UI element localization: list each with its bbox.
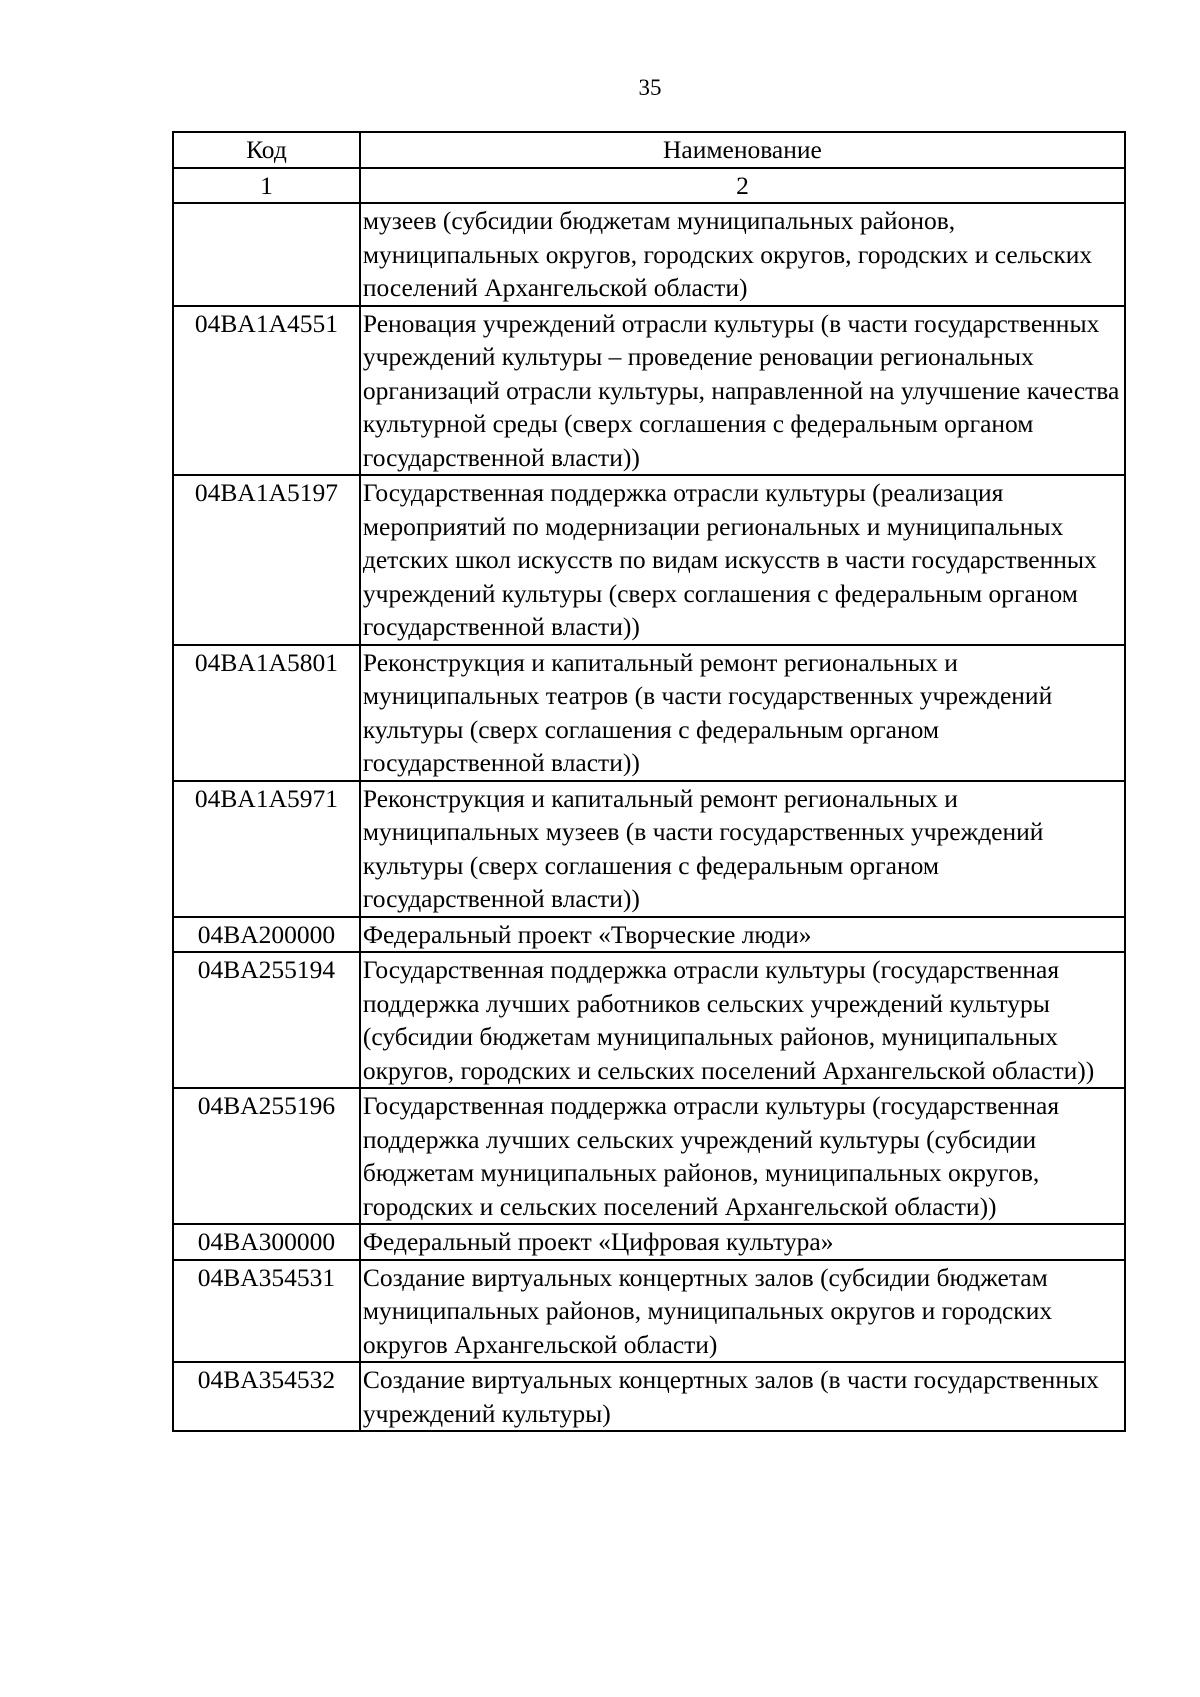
table-row [173,952,1125,1088]
row-name: Реконструкция и капитальный ремонт региональных и муниципальных театров (в части государственных учреждений культуры (сверх соглашения с федеральным органом государственной власти)) [360,645,1125,781]
column-number-name: 2 [360,168,1125,204]
row-name: Федеральный проект «Творческие люди» [360,917,1125,953]
table-header [173,132,1125,203]
table-row [173,645,1125,781]
row-code: 04BA1A4551 [173,306,360,476]
table-body [173,203,1125,1431]
row-name: Реконструкция и капитальный ремонт региональных и муниципальных музеев (в части государственных учреждений культуры (сверх соглашения с федеральным органом государственной власти)) [360,781,1125,917]
row-name: музеев (субсидии бюджетам муниципальных районов, муниципальных округов, городских округов, городских и сельских поселений Архангельской области) [360,203,1125,306]
row-name: Реновация учреждений отрасли культуры (в части государственных учреждений культуры – проведение реновации региональных организаций отрасли культуры, направленной на улучшение качества культурной среды (сверх соглашения с федеральным органом государственной власти)) [360,306,1125,476]
column-number-row [173,168,1125,204]
table-row [173,1088,1125,1224]
header-name: Наименование [360,132,1125,168]
codes-table [172,131,1126,1432]
header-row [173,132,1125,168]
row-code: 04BA255196 [173,1088,360,1224]
table-row [173,781,1125,917]
row-code: 04BA354532 [173,1362,360,1431]
header-code: Код [173,132,360,168]
column-number-code: 1 [173,168,360,204]
row-name: Создание виртуальных концертных залов (в части государственных учреждений культуры) [360,1362,1125,1431]
row-name: Федеральный проект «Цифровая культура» [360,1224,1125,1260]
table-row [173,1362,1125,1431]
table-row [173,1260,1125,1363]
row-code: 04BA354531 [173,1260,360,1363]
row-code: 04BA1A5197 [173,475,360,645]
row-name: Государственная поддержка отрасли культуры (государственная поддержка лучших работников сельских учреждений культуры (субсидии бюджетам муниципальных районов, муниципальных округов, городских и сельских поселений Архангельской области)) [360,952,1125,1088]
row-code: 04BA200000 [173,917,360,953]
table-row [173,475,1125,645]
row-code [173,203,360,306]
table-row [173,917,1125,953]
table-row [173,1224,1125,1260]
row-name: Государственная поддержка отрасли культуры (государственная поддержка лучших сельских учреждений культуры (субсидии бюджетам муниципальных районов, муниципальных округов, городских и сельских поселений Архангельской области)) [360,1088,1125,1224]
row-name: Создание виртуальных концертных залов (субсидии бюджетам муниципальных районов, муниципальных округов и городских округов Архангельской области) [360,1260,1125,1363]
table-row [173,203,1125,306]
row-code: 04BA1A5801 [173,645,360,781]
row-name: Государственная поддержка отрасли культуры (реализация мероприятий по модернизации региональных и муниципальных детских школ искусств по видам искусств в части государственных учреждений культуры (сверх соглашения с федеральным органом государственной власти)) [360,475,1125,645]
row-code: 04BA255194 [173,952,360,1088]
row-code: 04BA1A5971 [173,781,360,917]
table-row [173,306,1125,476]
page-number: 35 [638,75,662,100]
row-code: 04BA300000 [173,1224,360,1260]
